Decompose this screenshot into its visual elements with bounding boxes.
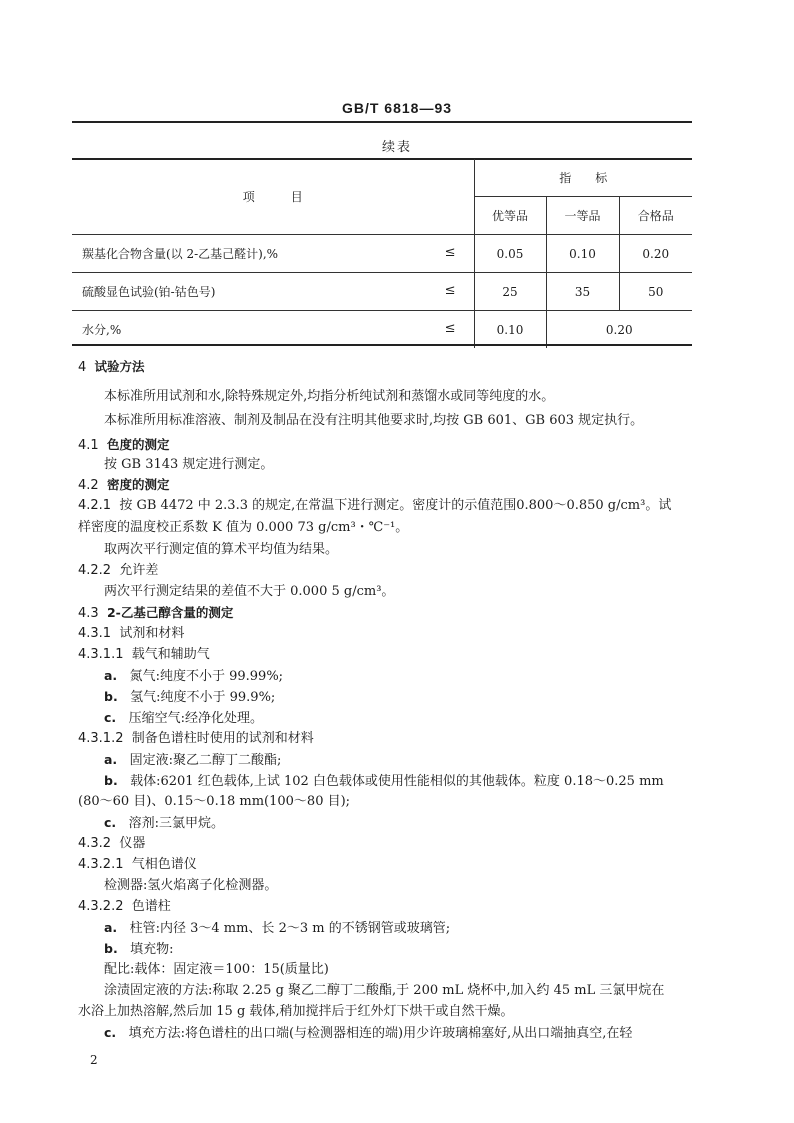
row-label: 水分,% [82, 323, 122, 337]
table-caption: 续表 [381, 140, 412, 155]
table-row [72, 273, 692, 311]
paragraph: 本标准所用试剂和水,除特殊规定外,均指分析纯试剂和蒸馏水或同等纯度的水。 [104, 389, 555, 404]
paragraph: 涂渍固定液的方法:称取 2.25 g 聚乙二醇丁二酸酯,于 200 mL 烧杯中,加入约 45 mL 三氯甲烷在 [104, 983, 665, 998]
le-symbol: ≤ [444, 245, 456, 260]
clause-4-3-2-1-heading: 4.3.2.1 气相色谱仪 [78, 857, 197, 872]
list-item: b. 载体:6201 红色载体,上试 102 白色载体或使用性能相似的其他载体。粒度 0.18～0.25 mm [104, 773, 664, 789]
list-item: a. 柱管:内径 3～4 mm、长 2～3 m 的不锈钢管或玻璃管; [104, 920, 451, 936]
paragraph: 取两次平行测定值的算术平均值为结果。 [104, 542, 339, 557]
cell-value: 50 [619, 273, 692, 311]
list-item: b. 氢气:纯度不小于 99.9%; [104, 689, 276, 705]
subcol-premium: 优等品 [474, 197, 546, 235]
clause-4-3-2-2-heading: 4.3.2.2 色谱柱 [78, 899, 171, 914]
list-item: a. 氮气:纯度不小于 99.99%; [104, 668, 284, 684]
clause-4-2-1: 4.2.1 按 GB 4472 中 2.3.3 的规定,在常温下进行测定。密度计的示值范围0.800～0.850 g/cm³。试 [78, 498, 672, 513]
subcol-first-class: 一等品 [546, 197, 619, 235]
list-item: c. 填充方法:将色谱柱的出口端(与检测器相连的端)用少许玻璃棉塞好,从出口端抽真空,在轻 [104, 1025, 633, 1041]
paragraph: 两次平行测定结果的差值不大于 0.000 5 g/cm³。 [104, 584, 395, 599]
paragraph: (80～60 目)、0.15～0.18 mm(100～80 目); [78, 794, 351, 809]
paragraph: 配比:载体：固定液＝100：15(质量比) [104, 962, 329, 977]
list-item: c. 溶剂:三氯甲烷。 [104, 815, 224, 831]
table-bottom-rule [72, 344, 692, 346]
paragraph: 检测器:氢火焰离子化检测器。 [104, 878, 278, 893]
cell-value: 0.20 [546, 311, 692, 349]
paragraph: 本标准所用标准溶液、制剂及制品在没有注明其他要求时,均按 GB 601、GB 603 规定执行。 [104, 413, 644, 428]
list-item: c. 压缩空气:经净化处理。 [104, 710, 263, 726]
cell-value: 0.10 [546, 235, 619, 273]
section-4-3-heading: 4.3 2-乙基己醇含量的测定 [78, 605, 234, 621]
section-4-heading: 4 试验方法 [78, 359, 145, 375]
clause-4-3-2-heading: 4.3.2 仪器 [78, 836, 146, 851]
cell-value: 25 [474, 273, 546, 311]
page-number: 2 [90, 1053, 98, 1067]
list-item: b. 填充物: [104, 941, 174, 957]
table-row [72, 235, 692, 273]
le-symbol: ≤ [444, 283, 456, 298]
subcol-qualified: 合格品 [619, 197, 692, 235]
table-row [72, 311, 692, 349]
clause-4-2-2-heading: 4.2.2 允许差 [78, 563, 159, 578]
paragraph: 按 GB 3143 规定进行测定。 [104, 457, 274, 472]
le-symbol: ≤ [444, 321, 456, 336]
document-code: GB/T 6818—93 [341, 100, 453, 116]
cell-value: 0.05 [474, 235, 546, 273]
col-header-item: 项 目 [72, 159, 474, 235]
section-4-2-heading: 4.2 密度的测定 [78, 477, 170, 493]
col-header-indicator: 指 标 [474, 159, 692, 197]
row-label: 羰基化合物含量(以 2-乙基己醛计),% [82, 247, 279, 261]
spec-table [72, 159, 692, 348]
paragraph: 样密度的温度校正系数 K 值为 0.000 73 g/cm³・℃⁻¹。 [78, 520, 409, 535]
clause-4-3-1-heading: 4.3.1 试剂和材料 [78, 626, 185, 641]
paragraph: 水浴上加热溶解,然后加 15 g 载体,稍加搅拌后于红外灯下烘干或自然干燥。 [78, 1004, 514, 1019]
clause-4-3-1-1-heading: 4.3.1.1 载气和辅助气 [78, 647, 210, 662]
header-rule [72, 121, 692, 123]
cell-value: 35 [546, 273, 619, 311]
row-label: 硫酸显色试验(铂-钴色号) [82, 285, 216, 299]
cell-value: 0.10 [474, 311, 546, 349]
clause-4-3-1-2-heading: 4.3.1.2 制备色谱柱时使用的试剂和材料 [78, 731, 314, 746]
list-item: a. 固定液:聚乙二醇丁二酸酯; [104, 752, 282, 768]
cell-value: 0.20 [619, 235, 692, 273]
section-4-1-heading: 4.1 色度的测定 [78, 437, 170, 453]
